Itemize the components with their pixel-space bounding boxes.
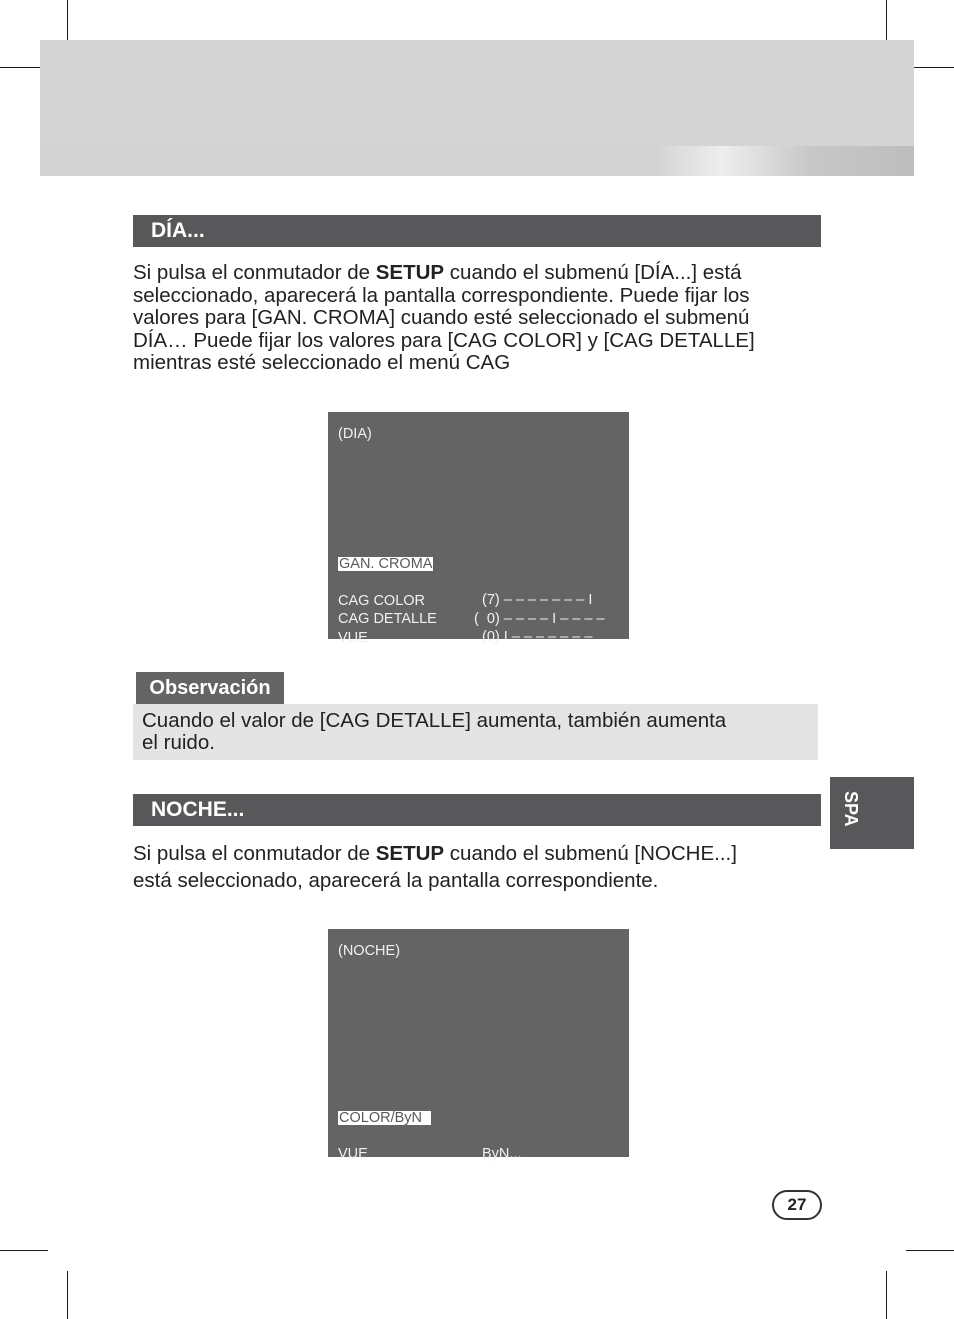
osd-label: CAG COLOR xyxy=(338,593,426,609)
osd-value: ( 0) – – – – I – – – – xyxy=(474,611,605,627)
text-line: Si pulsa el conmutador de SETUP cuando el submenú [NOCHE...] xyxy=(133,842,737,865)
osd-screen-day xyxy=(328,412,629,646)
text-line: Si pulsa el conmutador de SETUP cuando el submenú [DÍA...] está xyxy=(133,261,742,284)
note-line: Cuando el valor de [CAG DETALLE] aumenta, también aumenta xyxy=(142,709,727,732)
osd-value: ByN... xyxy=(482,1146,522,1162)
osd-value: (7) – – – – – – – I xyxy=(482,592,593,608)
text-line: está seleccionado, aparecerá la pantalla correspondiente. xyxy=(133,869,659,892)
crop-mark xyxy=(0,1250,48,1251)
osd-label: VUE xyxy=(338,1146,368,1162)
crop-mark xyxy=(67,1271,68,1319)
header-strip xyxy=(40,146,914,176)
osd-value: (0) I – – – – – – – xyxy=(482,629,593,645)
section-heading-day: DÍA... xyxy=(133,215,821,247)
text-line: DÍA… Puede fijar los valores para [CAG COLOR] y [CAG DETALLE] xyxy=(133,328,755,352)
day-description xyxy=(133,262,823,375)
osd-title: (NOCHE) xyxy=(338,943,401,959)
crop-mark xyxy=(906,1250,954,1251)
note-box xyxy=(133,704,818,760)
header-band xyxy=(40,40,914,146)
osd-label: VUE xyxy=(338,630,368,646)
osd-screen-night xyxy=(328,929,629,1162)
osd-label-selected: COLOR/ByN xyxy=(339,1110,431,1126)
note-line: el ruido. xyxy=(142,731,215,754)
osd-title: (DIA) xyxy=(338,426,372,442)
osd-label: CAG DETALLE xyxy=(338,611,437,627)
night-description xyxy=(133,840,823,894)
page-number: 27 xyxy=(772,1190,822,1220)
text-line: mientras esté seleccionado el menú CAG xyxy=(133,351,511,374)
osd-label-selected: GAN. CROMA xyxy=(339,556,433,572)
language-tab xyxy=(830,777,914,849)
text-line: valores para [GAN. CROMA] cuando esté seleccionado el submenú xyxy=(133,306,750,329)
text-line: seleccionado, aparecerá la pantalla correspondiente. Puede fijar los xyxy=(133,283,750,307)
language-tab-label: SPA xyxy=(841,791,861,827)
crop-mark xyxy=(886,1271,887,1319)
section-heading-night: NOCHE... xyxy=(133,794,821,826)
note-tag: Observación xyxy=(136,672,284,704)
